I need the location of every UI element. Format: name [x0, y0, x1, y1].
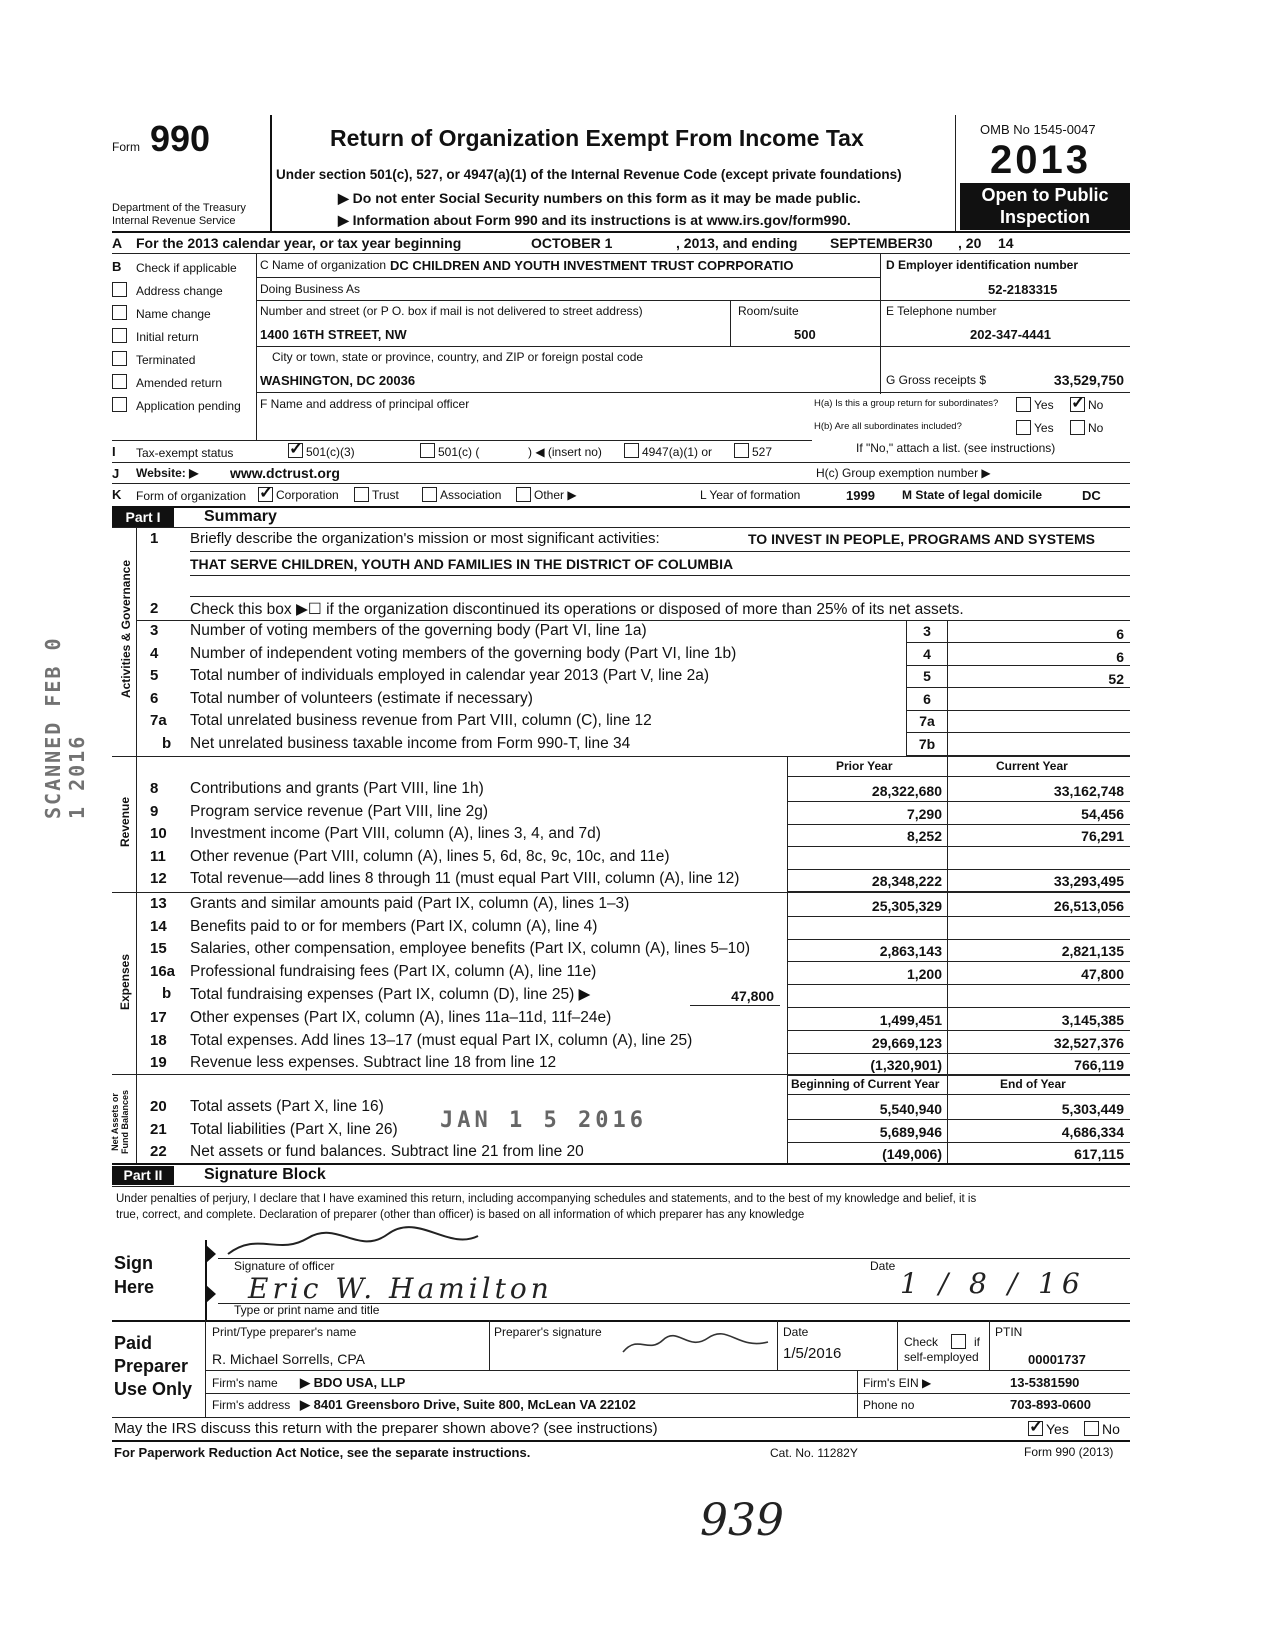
terminated-checkbox[interactable]: [112, 351, 127, 366]
sign-date: 1 / 8 / 16: [900, 1267, 1086, 1300]
row-current-value: 617,115: [1074, 1146, 1124, 1162]
row-line-no: 10: [150, 825, 167, 842]
self-employed-checkbox[interactable]: [951, 1334, 966, 1349]
row-prior-value: 5,540,940: [879, 1101, 942, 1117]
row-prior-value: 2,863,143: [879, 943, 942, 959]
phone-label: E Telephone number: [886, 304, 997, 318]
hc-label: H(c) Group exemption number ▶: [816, 466, 991, 480]
terminated-label: Terminated: [136, 353, 196, 367]
state-domicile-label: M State of legal domicile: [902, 488, 1043, 502]
row-line-text: Total expenses. Add lines 13–17 (must equal Part IX, column (A), line 25): [190, 1031, 693, 1049]
tax-year-end: SEPTEMBER30: [830, 235, 933, 251]
row-prior-value: 8,252: [906, 828, 942, 844]
line-16b-text: Total fundraising expenses (Part IX, column (D), line 25) ▶: [190, 986, 591, 1003]
hb-no-label: No: [1088, 421, 1104, 435]
footer-form: Form 990 (2013): [1024, 1445, 1114, 1459]
ha-no-label: No: [1088, 398, 1104, 412]
org-name: DC CHILDREN AND YOUTH INVESTMENT TRUST COPRPORATIO: [390, 258, 794, 273]
dba-label: Doing Business As: [260, 282, 361, 296]
firm-name: ▶ BDO USA, LLP: [300, 1375, 406, 1390]
mission-line-1: TO INVEST IN PEOPLE, PROGRAMS AND SYSTEMS: [748, 531, 1095, 547]
firm-address: ▶ 8401 Greensboro Drive, Suite 800, McLean VA 22102: [300, 1397, 636, 1412]
row-prior-value: 5,689,946: [879, 1123, 942, 1140]
row-line-no: 8: [150, 780, 159, 797]
line-a-letter: A: [112, 235, 123, 251]
tax-year: 2013: [990, 138, 1091, 182]
501c3-label: 501(c)(3): [306, 445, 355, 459]
section-b-letter: B: [112, 259, 122, 274]
discuss-no-checkbox[interactable]: [1084, 1421, 1099, 1436]
street-address: 1400 16TH STREET, NW: [260, 327, 407, 342]
ha-yes-label: Yes: [1034, 398, 1054, 412]
preparer-date-label: Date: [783, 1325, 809, 1339]
address-change-checkbox[interactable]: [112, 282, 127, 297]
form-title: Return of Organization Exempt From Income Tax: [330, 125, 864, 151]
hb-yes-label: Yes: [1034, 421, 1054, 435]
gov-line-text: Total number of volunteers (estimate if necessary): [190, 689, 533, 707]
side-revenue: Revenue: [118, 796, 132, 848]
row-prior-value: 1,499,451: [879, 1012, 942, 1028]
row-line-text: Program service revenue (Part VIII, line 2g): [190, 802, 489, 820]
sign-label: Sign: [114, 1253, 153, 1273]
discuss-yes-label: Yes: [1046, 1421, 1069, 1437]
dept-label: Department of the Treasury: [112, 202, 246, 214]
line-16b-value: 47,800: [731, 988, 774, 1004]
part1-title: Summary: [204, 508, 277, 525]
row-line-no: 14: [150, 917, 167, 935]
discuss-no-label: No: [1102, 1421, 1120, 1437]
gov-line-no: 7a: [150, 712, 167, 729]
row-line-text: Contributions and grants (Part VIII, line 1h): [190, 780, 484, 797]
officer-signature-icon: [218, 1226, 518, 1262]
initial-return-label: Initial return: [136, 330, 199, 344]
row-line-no: 11: [150, 847, 166, 865]
row-prior-value: 28,322,680: [871, 783, 942, 799]
side-expenses: Expenses: [118, 953, 132, 1011]
row-current-value: 26,513,056: [1053, 898, 1124, 914]
footer-cat-no: Cat. No. 11282Y: [770, 1446, 858, 1460]
col-end-of-year: End of Year: [1000, 1077, 1066, 1091]
sign-date-label: Date: [870, 1259, 896, 1273]
col-current-year: Current Year: [996, 759, 1068, 773]
firm-ein-label: Firm's EIN ▶: [863, 1376, 932, 1390]
row-line-text: Total liabilities (Part X, line 26): [190, 1120, 398, 1138]
row-prior-value: (149,006): [882, 1146, 942, 1162]
corporation-checkbox[interactable]: [258, 487, 273, 502]
col-prior-year: Prior Year: [836, 759, 893, 773]
gov-line-box: 7b: [918, 735, 936, 752]
row-current-value: 54,456: [1081, 805, 1124, 822]
form-number: 990: [150, 118, 211, 159]
form-subtitle-2: ▶ Do not enter Social Security numbers on this form as it may be made public.: [338, 190, 861, 206]
gov-line-no: 5: [150, 667, 159, 684]
firm-phone-label: Phone no: [863, 1398, 915, 1412]
discuss-yes-checkbox[interactable]: [1028, 1421, 1043, 1436]
other-checkbox[interactable]: [516, 487, 531, 502]
city-label: City or town, state or province, country, and ZIP or foreign postal code: [272, 350, 644, 364]
row-current-value: 2,821,135: [1061, 943, 1124, 959]
row-current-value: 47,800: [1081, 965, 1124, 982]
gov-line-no: b: [162, 734, 172, 752]
gross-receipts-label: G Gross receipts $: [886, 373, 987, 387]
gov-line-box: 7a: [919, 713, 935, 729]
gov-line-text: Number of voting members of the governing body (Part VI, line 1a): [190, 622, 647, 639]
row-current-value: 766,119: [1074, 1057, 1124, 1073]
row-line-no: 17: [150, 1009, 167, 1026]
room-suite: 500: [794, 327, 816, 342]
row-current-value: 5,303,449: [1061, 1101, 1124, 1117]
side-net-assets: Net Assets or: [110, 1093, 120, 1151]
city-state-zip: WASHINGTON, DC 20036: [260, 373, 416, 388]
scanned-stamp: SCANNED FEB 0 1 2016: [41, 636, 89, 819]
part2-tag: Part II: [112, 1166, 174, 1185]
name-change-label: Name change: [136, 307, 211, 321]
row-line-text: Net assets or fund balances. Subtract line 21 from line 20: [190, 1143, 584, 1160]
trust-checkbox[interactable]: [354, 487, 369, 502]
row-line-text: Professional fundraising fees (Part IX, column (A), line 11e): [190, 962, 597, 980]
gov-line-value: 6: [1116, 648, 1124, 665]
corporation-label: Corporation: [276, 488, 339, 502]
h-note: If "No," attach a list. (see instructions): [856, 441, 1056, 455]
use-only-label: Use Only: [114, 1379, 193, 1399]
firm-phone: 703-893-0600: [1010, 1397, 1091, 1412]
check-if-applicable: Check if applicable: [136, 261, 237, 275]
row-line-text: Salaries, other compensation, employee benefits (Part IX, column (A), lines 5–10): [190, 940, 750, 957]
row-line-no: 22: [150, 1143, 167, 1160]
insert-no-label: ) ◀ (insert no): [528, 445, 602, 459]
row-line-no: 13: [150, 895, 167, 912]
amended-return-label: Amended return: [136, 376, 223, 390]
association-label: Association: [440, 488, 502, 502]
inspection-label: Inspection: [999, 207, 1090, 227]
gov-line-box: 6: [923, 690, 931, 707]
address-change-label: Address change: [136, 284, 223, 298]
part2-title: Signature Block: [204, 1166, 326, 1183]
print-name-label: Type or print name and title: [234, 1303, 380, 1317]
501c-label: 501(c) (: [438, 445, 480, 459]
initial-return-checkbox[interactable]: [112, 328, 127, 343]
line-a-yr: , 20: [958, 235, 982, 251]
row-current-value: 3,145,385: [1061, 1012, 1124, 1028]
principal-officer-label: F Name and address of principal officer: [260, 397, 470, 411]
row-line-no: 12: [150, 870, 167, 887]
row-current-value: 33,293,495: [1053, 873, 1124, 889]
row-line-text: Total assets (Part X, line 16): [190, 1098, 384, 1115]
line-a-mid: , 2013, and ending: [676, 235, 798, 251]
gov-line-box: 3: [923, 623, 931, 639]
preparer-date: 1/5/2016: [783, 1345, 842, 1362]
row-prior-value: 29,669,123: [871, 1034, 942, 1051]
row-line-no: 18: [150, 1031, 167, 1049]
line-1-no: 1: [150, 530, 159, 547]
line-a-yr2: 14: [998, 235, 1014, 251]
open-label: Open to Public: [981, 185, 1109, 205]
ein-value: 52-2183315: [988, 282, 1058, 297]
row-line-no: 9: [150, 802, 159, 820]
row-prior-value: 28,348,222: [871, 873, 942, 889]
gov-line-no: 6: [150, 689, 159, 707]
mission-line-2: THAT SERVE CHILDREN, YOUTH AND FAMILIES IN THE DISTRICT OF COLUMBIA: [190, 556, 734, 572]
website-value: www.dctrust.org: [230, 465, 340, 481]
row-line-no: 20: [150, 1098, 167, 1115]
501c-checkbox[interactable]: [420, 443, 435, 458]
gov-line-text: Total unrelated business revenue from Part VIII, column (C), line 12: [190, 712, 652, 729]
form-label: Form: [112, 140, 140, 154]
row-prior-value: 25,305,329: [871, 898, 942, 914]
signature-label: Signature of officer: [234, 1259, 335, 1273]
open-to-public-box: [960, 183, 1130, 230]
row-line-no: 16a: [150, 962, 176, 980]
form-subtitle-3: ▶ Information about Form 990 and its instructions is at www.irs.gov/form990.: [338, 212, 851, 228]
org-name-label: C Name of organization: [260, 258, 387, 272]
form-of-org-label: Form of organization: [136, 489, 247, 503]
gov-line-text: Net unrelated business taxable income from Form 990-T, line 34: [190, 734, 631, 752]
preparer-signature-icon: [618, 1330, 778, 1358]
firm-ein: 13-5381590: [1010, 1375, 1080, 1390]
row-line-text: Benefits paid to or for members (Part IX, column (A), line 4): [190, 917, 598, 935]
line-k-letter: K: [112, 487, 122, 502]
line-i-letter: I: [112, 444, 116, 459]
phone-value: 202-347-4441: [970, 327, 1051, 342]
row-line-no: 15: [150, 940, 167, 957]
side-activities-governance: Activities & Governance: [119, 559, 133, 699]
gov-line-value: 6: [1116, 626, 1124, 642]
527-label: 527: [752, 445, 773, 459]
row-line-no: 21: [150, 1120, 167, 1138]
footer-paperwork: For Paperwork Reduction Act Notice, see the separate instructions.: [114, 1445, 531, 1460]
here-label: Here: [114, 1277, 155, 1297]
tax-exempt-label: Tax-exempt status: [136, 446, 234, 460]
line-2-text: Check this box ▶☐ if the organization discontinued its operations or disposed of more than 25% of its net assets.: [190, 601, 964, 618]
row-line-no: 19: [150, 1054, 167, 1071]
row-line-text: Other expenses (Part IX, column (A), lines 11a–11d, 11f–24e): [190, 1009, 612, 1026]
ha-no-checkbox[interactable]: [1070, 397, 1085, 412]
row-current-value: 33,162,748: [1053, 783, 1124, 799]
preparer-name: R. Michael Sorrells, CPA: [212, 1351, 366, 1367]
firm-name-label: Firm's name: [212, 1376, 278, 1390]
name-change-checkbox[interactable]: [112, 305, 127, 320]
527-checkbox[interactable]: [734, 443, 749, 458]
officer-name: Eric W. Hamilton: [248, 1272, 553, 1305]
gov-line-box: 4: [923, 645, 931, 662]
4947-checkbox[interactable]: [624, 443, 639, 458]
row-prior-value: 1,200: [906, 965, 942, 982]
row-prior-value: (1,320,901): [870, 1057, 942, 1073]
sign-arrow-icon: [206, 1240, 218, 1320]
row-current-value: 76,291: [1081, 828, 1124, 844]
row-prior-value: 7,290: [906, 805, 942, 822]
tax-year-begin: OCTOBER 1: [531, 235, 613, 251]
gross-receipts: 33,529,750: [1053, 372, 1124, 388]
side-fund-balances: Fund Balances: [120, 1090, 130, 1155]
paid-label: Paid: [114, 1333, 153, 1353]
ha-label: H(a) Is this a group return for subordinates?: [814, 398, 999, 409]
received-stamp: JAN 1 5 2016: [440, 1108, 647, 1133]
preparer-name-label: Print/Type preparer's name: [212, 1325, 357, 1339]
preparer-sig-label: Preparer's signature: [494, 1325, 602, 1339]
state-domicile: DC: [1082, 488, 1101, 503]
row-line-text: Revenue less expenses. Subtract line 18 from line 12: [190, 1054, 557, 1071]
check-label: Check: [904, 1335, 939, 1349]
discuss-question: May the IRS discuss this return with the preparer shown above? (see instructions): [114, 1420, 658, 1437]
hb-yes-checkbox[interactable]: [1016, 420, 1031, 435]
line-16b-no: b: [162, 985, 172, 1002]
part1-tag: Part I: [112, 508, 174, 527]
year-formation: 1999: [846, 488, 875, 503]
irs-label: Internal Revenue Service: [112, 215, 236, 227]
application-pending-label: Application pending: [136, 399, 241, 413]
firm-address-label: Firm's address: [212, 1398, 291, 1412]
gov-line-text: Number of independent voting members of the governing body (Part VI, line 1b): [190, 644, 737, 662]
line-1-label: Briefly describe the organization's mission or most significant activities:: [190, 530, 660, 547]
penalty-text-1: Under penalties of perjury, I declare that I have examined this return, including accompanying schedules and statements, and to the best of my knowledge and belief, it is: [116, 1193, 977, 1205]
ein-label: D Employer identification number: [886, 258, 1079, 272]
gov-line-text: Total number of individuals employed in calendar year 2013 (Part V, line 2a): [190, 667, 709, 684]
self-employed-label: self-employed: [904, 1350, 979, 1364]
ptin-label: PTIN: [995, 1325, 1023, 1339]
omb-number: OMB No 1545-0047: [980, 122, 1096, 137]
association-checkbox[interactable]: [422, 487, 437, 502]
line-a-text: For the 2013 calendar year, or tax year beginning: [136, 235, 462, 251]
line-j-letter: J: [112, 466, 120, 481]
row-line-text: Investment income (Part VIII, column (A), lines 3, 4, and 7d): [190, 825, 601, 842]
year-formation-label: L Year of formation: [700, 488, 801, 502]
other-label: Other ▶: [534, 488, 577, 502]
4947-label: 4947(a)(1) or: [642, 445, 713, 459]
501c3-checkbox[interactable]: [288, 443, 303, 458]
handwritten-number: 939: [700, 1495, 784, 1546]
row-line-text: Other revenue (Part VIII, column (A), lines 5, 6d, 8c, 9c, 10c, and 11e): [190, 847, 670, 865]
street-label: Number and street (or P O. box if mail is not delivered to street address): [260, 304, 643, 318]
website-label: Website: ▶: [136, 466, 199, 480]
form-subtitle-1: Under section 501(c), 527, or 4947(a)(1) of the Internal Revenue Code (except private foundations): [276, 167, 902, 182]
if-label: if: [974, 1335, 980, 1349]
gov-line-no: 3: [150, 622, 159, 639]
hb-label: H(b) Are all subordinates included?: [814, 421, 962, 432]
amended-return-checkbox[interactable]: [112, 374, 127, 389]
trust-label: Trust: [372, 488, 399, 502]
room-label: Room/suite: [738, 304, 799, 318]
col-beginning-year: Beginning of Current Year: [791, 1077, 940, 1091]
line-2-no: 2: [150, 600, 159, 617]
hb-no-checkbox[interactable]: [1070, 420, 1085, 435]
row-current-value: 32,527,376: [1053, 1034, 1124, 1051]
penalty-text-2: true, correct, and complete. Declaration of preparer (other than officer) is based on all information of which preparer has any knowledge: [116, 1209, 805, 1221]
gov-line-box: 5: [923, 668, 931, 684]
gov-line-no: 4: [150, 644, 159, 662]
row-line-text: Total revenue—add lines 8 through 11 (must equal Part VIII, column (A), line 12): [190, 870, 740, 887]
preparer-label: Preparer: [114, 1356, 189, 1376]
ptin-value: 00001737: [1028, 1352, 1086, 1367]
row-line-text: Grants and similar amounts paid (Part IX, column (A), lines 1–3): [190, 895, 630, 912]
application-pending-checkbox[interactable]: [112, 397, 127, 412]
row-current-value: 4,686,334: [1061, 1123, 1124, 1140]
gov-line-value: 52: [1108, 671, 1124, 687]
ha-yes-checkbox[interactable]: [1016, 397, 1031, 412]
